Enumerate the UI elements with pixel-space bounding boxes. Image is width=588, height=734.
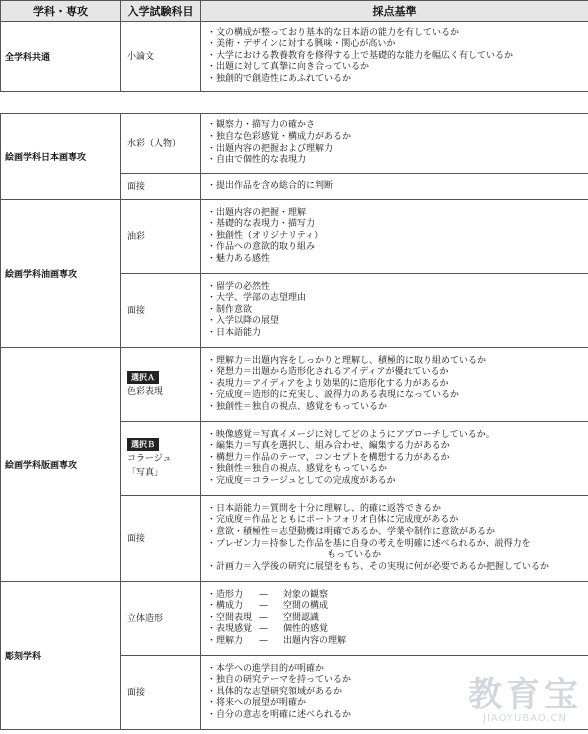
criteria-nihonga-watercolor	[201, 114, 588, 174]
criteria-line: ・将来への展望が明確か	[207, 698, 307, 709]
criteria-line: ・発想力＝出題から造形化されるアイディアが優れているか	[207, 367, 449, 378]
subject-interview: 面接	[121, 496, 201, 582]
criteria-line: ・提出作品を含め総合的に判断	[207, 180, 334, 191]
subject-interview: 面接	[121, 274, 201, 348]
criteria-line: ・出題内容の把握・理解	[207, 207, 307, 218]
criteria-line: ・完成度＝造形的に充実し、説得力のある表現になっているか	[207, 390, 460, 401]
criteria-line: ・基礎的な表現力・描写力	[207, 219, 316, 230]
criteria-line: ・理解力 — 出題内容の理解	[207, 635, 347, 646]
subject-collage-label: コラージュ	[127, 453, 172, 464]
criteria-line: ・出題に対して真摯に向き合っているか	[207, 62, 370, 73]
criteria-hanga-interview	[201, 496, 588, 582]
criteria-line-continued: もっているか	[327, 550, 382, 561]
criteria-line: ・独自な色彩感覚・構成力があるか	[207, 131, 352, 142]
criteria-line: ・独創性＝独自の視点、感覚をもっているか	[207, 401, 388, 412]
header-subject: 入学試験科目	[121, 1, 201, 22]
criteria-hanga-a	[201, 348, 588, 422]
criteria-line: ・完成度＝コラージュとしての完成度があるか	[207, 475, 396, 486]
criteria-line: ・制作意欲	[207, 304, 253, 315]
criteria-hanga-b	[201, 422, 588, 496]
criteria-line: ・完成度＝作品とともにポートフォリオ自体に完成度があるか	[207, 515, 459, 526]
criteria-line: ・入学以降の展望	[207, 316, 280, 327]
criteria-line: ・日本語能力	[207, 327, 262, 338]
criteria-line: ・プレゼン力＝持参した作品を基に自身の考えを明確に述べられるか、説得力を	[207, 538, 531, 549]
criteria-yuga-oil	[201, 200, 588, 274]
criteria-line: ・構成力 — 空間の構成	[207, 601, 329, 612]
dept-yuga: 絵画学科油画専攻	[1, 200, 121, 348]
row-nihonga-watercolor	[1, 114, 588, 174]
criteria-line: ・本学への進学目的が明確か	[207, 663, 325, 674]
criteria-line: ・具体的な志望研究領域があるか	[207, 686, 343, 697]
watermark-brand: 教育宝	[468, 675, 582, 715]
option-b-badge: 選択Ｂ	[127, 438, 159, 451]
subject-color-label: 色彩表現	[127, 386, 164, 397]
criteria-line: ・映像感覚＝写真イメージに対してどのようにアプローチしているか。	[207, 429, 495, 440]
criteria-line: ・空間表現 — 空間認識	[207, 612, 320, 623]
criteria-line: ・自分の意志を明確に述べられるか	[207, 709, 352, 720]
subject-color	[121, 348, 201, 422]
subject-watercolor: 水彩（人物）	[121, 114, 201, 174]
criteria-line: ・大学における教養教育を修得する上で基礎的な能力を幅広く有しているか	[207, 50, 514, 61]
header-criteria: 採点基準	[201, 1, 588, 22]
criteria-line: ・理解力＝出題内容をしっかりと理解し、積極的に取り組めているか	[207, 355, 487, 366]
criteria-nihonga-interview	[201, 174, 588, 200]
criteria-line: ・構想力＝作品のテーマ、コンセプトを構想する力があるか	[207, 452, 450, 463]
criteria-line: ・美術・デザインに対する興味・関心が高いか	[207, 39, 396, 50]
subject-photo-label: 「写真」	[127, 467, 164, 478]
criteria-choukoku-sculpture	[201, 582, 588, 656]
criteria-line: ・造形力 — 対象の観察	[207, 589, 329, 600]
dept-choukoku: 彫刻学科	[1, 582, 121, 730]
criteria-line: ・表現力＝アイディアをより効果的に造形化する力があるか	[207, 378, 449, 389]
header-dept: 学科・専攻	[1, 1, 121, 22]
subject-interview: 面接	[121, 174, 201, 200]
row-yuga-oil	[1, 200, 588, 274]
criteria-line: ・日本語能力＝質問を十分に理解し、的確に返答できるか	[207, 503, 442, 514]
criteria-line: ・大学、学部の志望理由	[207, 293, 307, 304]
criteria-line: ・編集力＝写真を選択し、組み合わせ、編集する力があるか	[207, 441, 450, 452]
watermark-url: JIAOYUBAO.CN	[483, 713, 567, 724]
criteria-line: ・表現感覚 — 個性的感覚	[207, 624, 329, 635]
criteria-line: ・計画力＝入学後の研究に展望をもち、その実現に何が必要であるか把握しているか	[207, 561, 550, 572]
criteria-line: ・文の構成が整っており基本的な日本語の能力を有しているか	[207, 27, 460, 38]
criteria-line: ・観察力・描写力の確かさ	[207, 120, 316, 131]
criteria-line: ・出題内容の把握および理解力	[207, 143, 334, 154]
header-row	[1, 1, 588, 22]
subject-essay: 小論文	[121, 22, 201, 92]
row-common	[1, 22, 588, 92]
criteria-common	[201, 22, 588, 92]
subject-oil: 油彩	[121, 200, 201, 274]
spacer-row	[1, 92, 588, 114]
criteria-line: ・独創的で創造性にあふれているか	[207, 73, 352, 84]
criteria-yuga-interview	[201, 274, 588, 348]
subject-interview: 面接	[121, 656, 201, 730]
criteria-line: ・留学の必然性	[207, 281, 271, 292]
dept-nihonga: 絵画学科日本画専攻	[1, 114, 121, 200]
subject-sculpture: 立体造形	[121, 582, 201, 656]
option-a-badge: 選択Ａ	[127, 371, 159, 384]
criteria-line: ・自由で個性的な表現力	[207, 155, 307, 166]
subject-collage	[121, 422, 201, 496]
criteria-line: ・独自の研究テーマを持っているか	[207, 675, 352, 686]
dept-common: 全学科共通	[1, 22, 121, 92]
criteria-line: ・作品への意欲的取り組み	[207, 242, 316, 253]
row-choukoku-sculpture	[1, 582, 588, 656]
criteria-line: ・魅力ある感性	[207, 253, 271, 264]
watermark-logo	[468, 677, 582, 724]
row-hanga-a	[1, 348, 588, 422]
criteria-line: ・独創性＝独自の視点、感覚をもっているか	[207, 464, 388, 475]
criteria-line: ・独創性（オリジナリティ）	[207, 230, 324, 241]
criteria-line: ・意欲・積極性＝志望動機は明確であるか、学業や制作に意欲があるか	[207, 526, 496, 537]
dept-hanga: 絵画学科版画専攻	[1, 348, 121, 582]
